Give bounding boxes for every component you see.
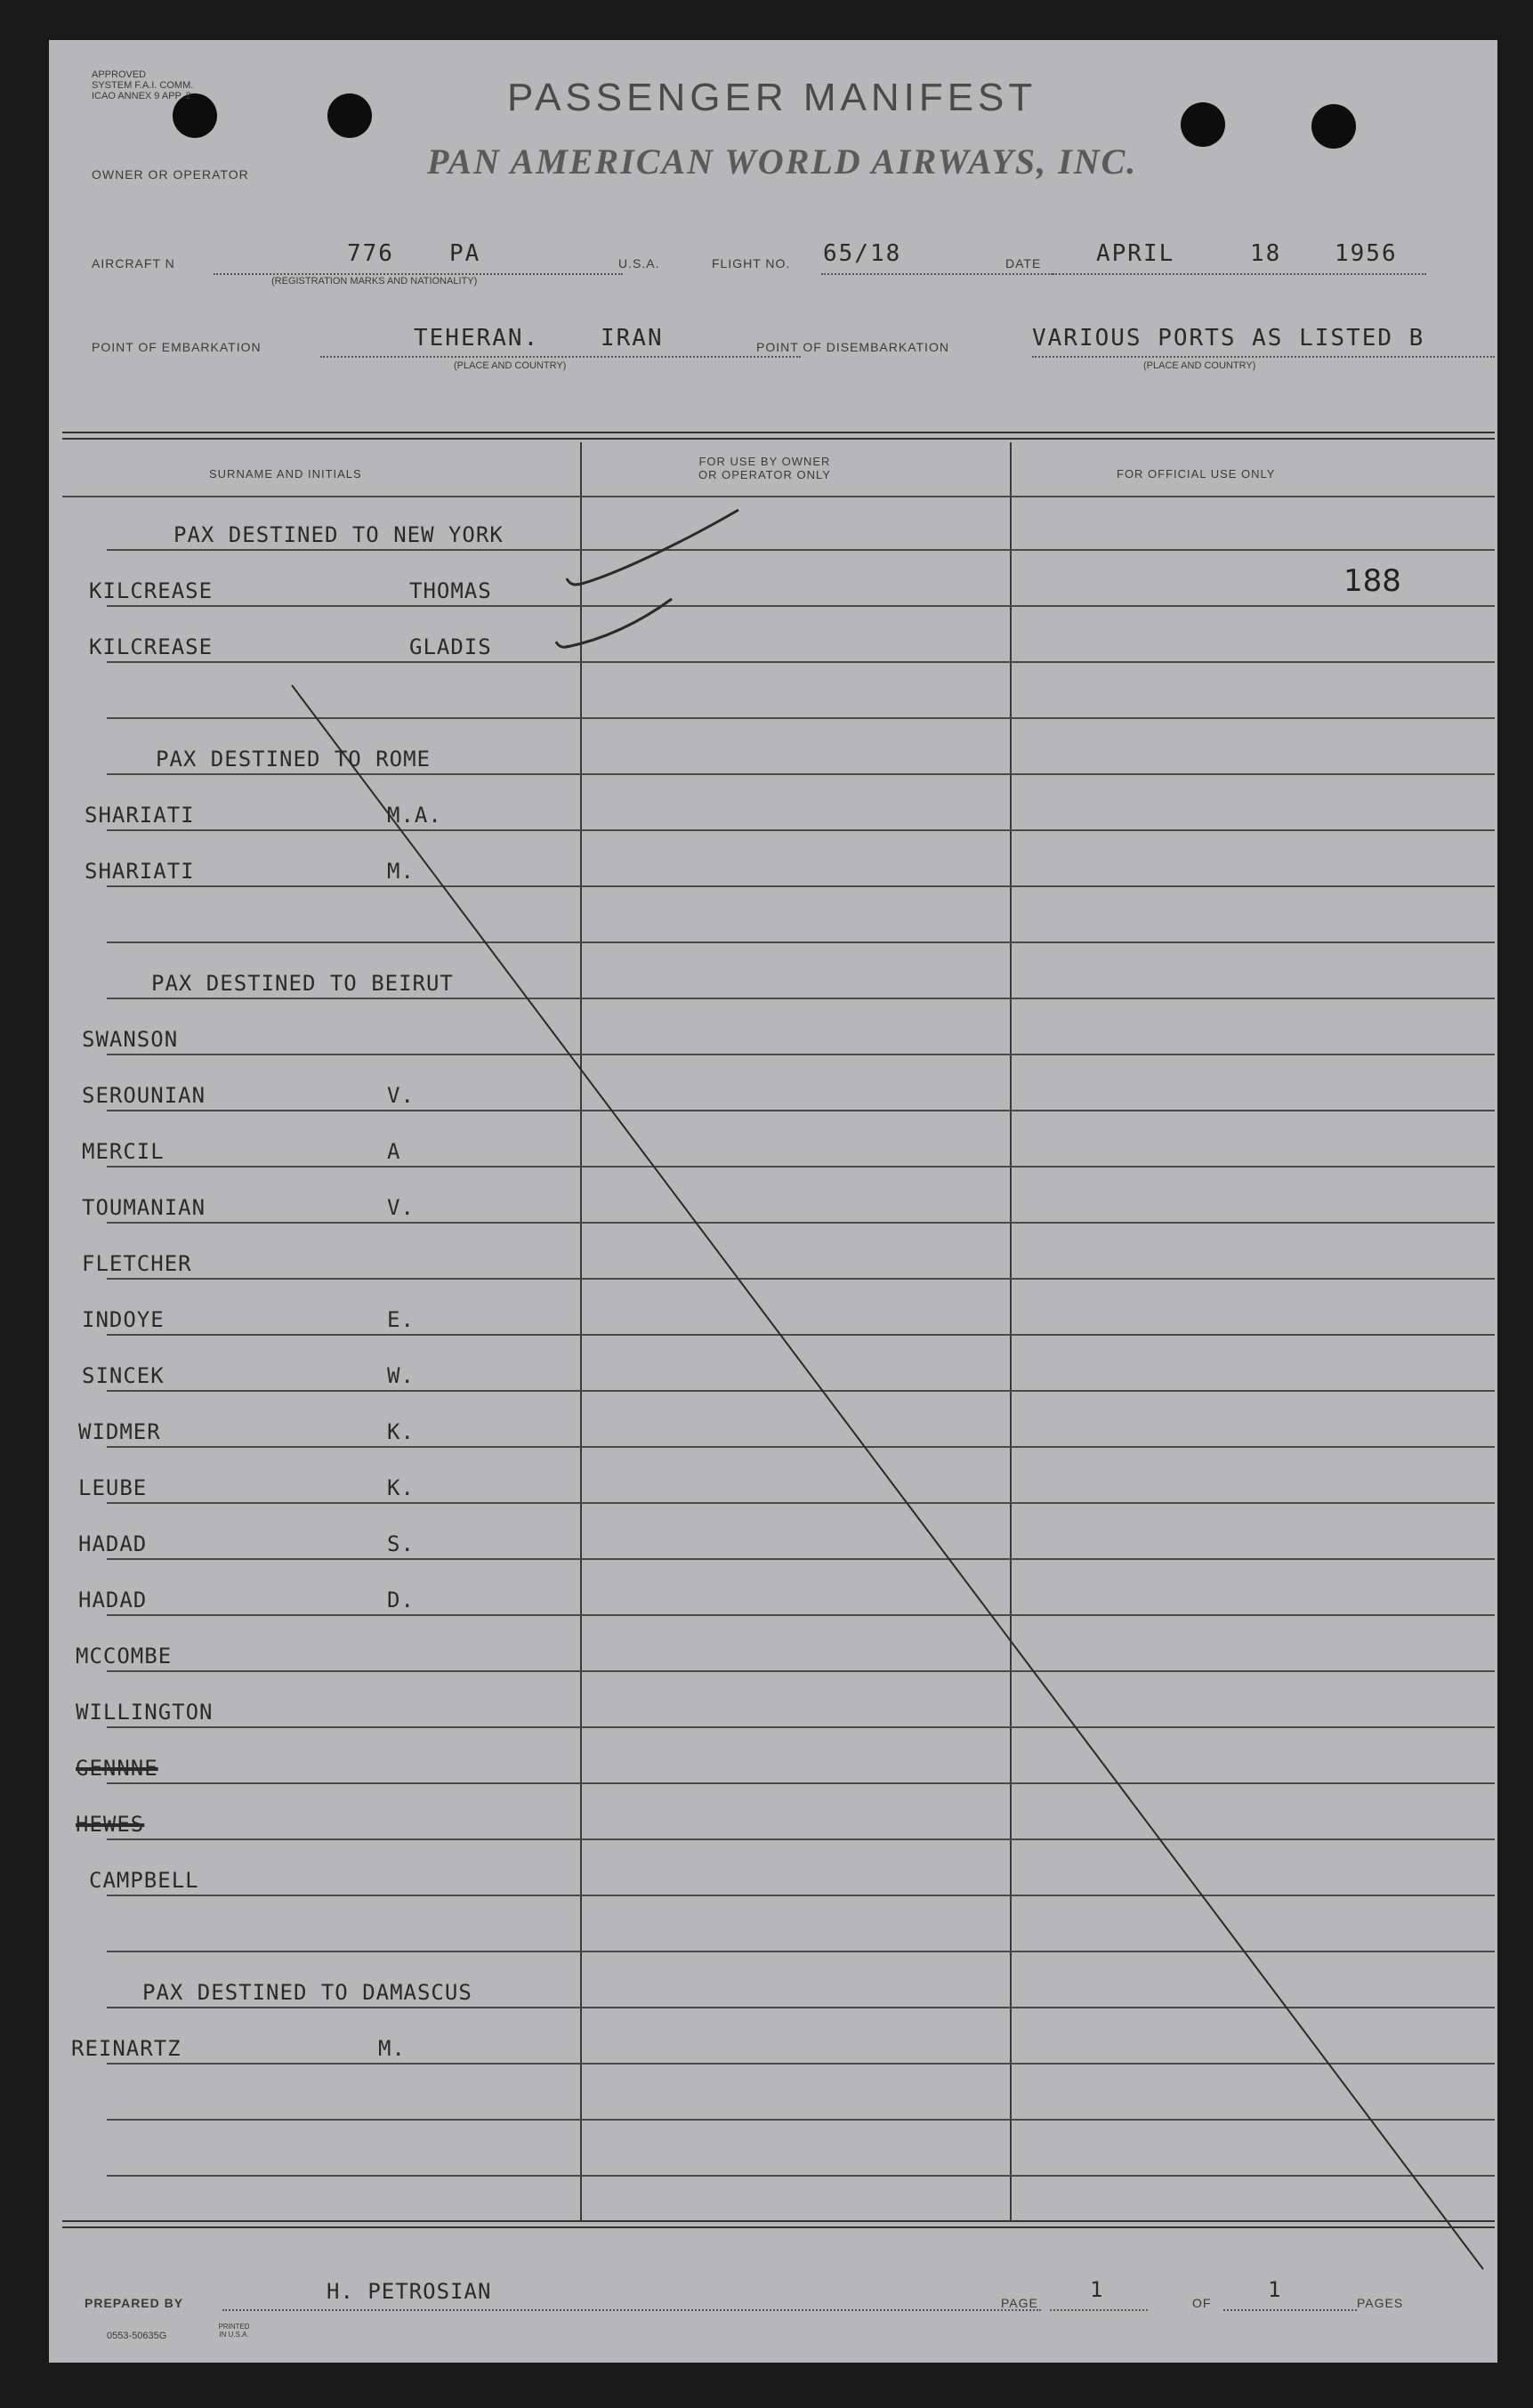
owner-label: OWNER OR OPERATOR [92,167,249,182]
passenger-surname: KILCREASE [89,634,214,659]
check-mark [578,510,738,585]
approval-line: ICAO ANNEX 9 APP. 2 [92,91,191,101]
cancellation-line [292,685,1483,2269]
printed-mark: PRINTED IN U.S.A. [218,2323,250,2339]
passenger-surname: INDOYE [82,1307,165,1332]
check-mark [567,599,672,647]
section-heading: PAX DESTINED TO DAMASCUS [142,1980,472,2005]
owner-name: PAN AMERICAN WORLD AIRWAYS, INC. [427,141,1138,182]
passenger-initials: M. [378,2036,406,2061]
flight-label: FLIGHT NO. [712,256,791,271]
passenger-surname: TOUMANIAN [82,1195,206,1220]
passenger-surname: HADAD [78,1588,148,1612]
passenger-surname: SHARIATI [85,803,195,828]
passenger-surname: SINCEK [82,1363,165,1388]
date-label: DATE [1005,256,1042,271]
passenger-initials: D. [387,1588,415,1612]
pages-label: PAGES [1357,2296,1404,2310]
col-header-owner-line: OR OPERATOR ONLY [698,468,831,481]
form-code: 0553-50635G [107,2331,167,2341]
passenger-surname: MERCIL [82,1139,165,1164]
of-label: OF [1192,2296,1212,2310]
passenger-initials: W. [387,1363,415,1388]
passenger-initials: V. [387,1195,415,1220]
section-heading: PAX DESTINED TO BEIRUT [151,971,454,996]
embark-city: TEHERAN. [414,325,540,352]
passenger-initials: S. [387,1531,415,1556]
passenger-surname: WIDMER [78,1419,161,1444]
approval-line: APPROVED [92,69,147,80]
passenger-initials: THOMAS [409,578,492,603]
passenger-surname: CAMPBELL [89,1868,199,1893]
passenger-initials: M.A. [387,803,442,828]
passenger-initials: M. [387,859,415,884]
passenger-initials: E. [387,1307,415,1332]
date-day: 18 [1250,240,1282,267]
country-label: U.S.A. [618,256,660,271]
col-header-surname: SURNAME AND INITIALS [209,467,362,481]
page-total: 1 [1268,2277,1282,2302]
passenger-surname: LEUBE [78,1475,148,1500]
place-caption-2: (PLACE AND COUNTRY) [1143,360,1256,371]
aircraft-reg: 776 [347,240,394,267]
check-mark [556,642,569,647]
page-number: 1 [1090,2277,1104,2302]
date-year: 1956 [1335,240,1398,267]
embark-country: IRAN [601,325,664,352]
approval-line: SYSTEM F.A.I. COMM. [92,80,194,91]
disembark-value: VARIOUS PORTS AS LISTED B [1032,325,1425,352]
passenger-surname: KILCREASE [89,578,214,603]
passenger-surname: SEROUNIAN [82,1083,206,1108]
passenger-initials: GLADIS [409,634,492,659]
passenger-initials: A [387,1139,401,1164]
struck-passenger-surname: HEWES [76,1812,145,1837]
manifest-sheet [49,40,1497,2363]
prepared-by: H. PETROSIAN [327,2279,492,2304]
date-month: APRIL [1096,240,1175,267]
section-heading: PAX DESTINED TO NEW YORK [173,522,504,547]
check-mark [567,578,579,585]
disembark-label: POINT OF DISEMBARKATION [756,340,949,354]
passenger-initials: K. [387,1475,415,1500]
official-use-entry: 188 [1343,563,1401,599]
passenger-surname: FLETCHER [82,1251,192,1276]
passenger-surname: REINARTZ [71,2036,182,2061]
aircraft-label: AIRCRAFT N [92,256,175,271]
col-header-official: FOR OFFICIAL USE ONLY [1117,467,1276,481]
struck-passenger-surname: GENNNE [76,1756,158,1781]
passenger-surname: SHARIATI [85,859,195,884]
passenger-surname: SWANSON [82,1027,179,1052]
section-heading: PAX DESTINED TO ROME [156,747,431,772]
passenger-surname: WILLINGTON [76,1700,214,1725]
prepared-label: PREPARED BY [85,2296,184,2310]
pen-marks [49,40,1497,2363]
flight-number: 65/18 [823,240,902,267]
passenger-surname: HADAD [78,1531,148,1556]
passenger-initials: K. [387,1419,415,1444]
aircraft-nationality: PA [449,240,481,267]
page-label: PAGE [1001,2296,1038,2310]
reg-caption: (REGISTRATION MARKS AND NATIONALITY) [271,276,478,287]
col-header-owner-line: FOR USE BY OWNER [698,455,831,468]
passenger-initials: V. [387,1083,415,1108]
place-caption: (PLACE AND COUNTRY) [454,360,567,371]
passenger-surname: MCCOMBE [76,1644,173,1669]
embark-label: POINT OF EMBARKATION [92,340,262,354]
page-title: PASSENGER MANIFEST [507,76,1037,119]
